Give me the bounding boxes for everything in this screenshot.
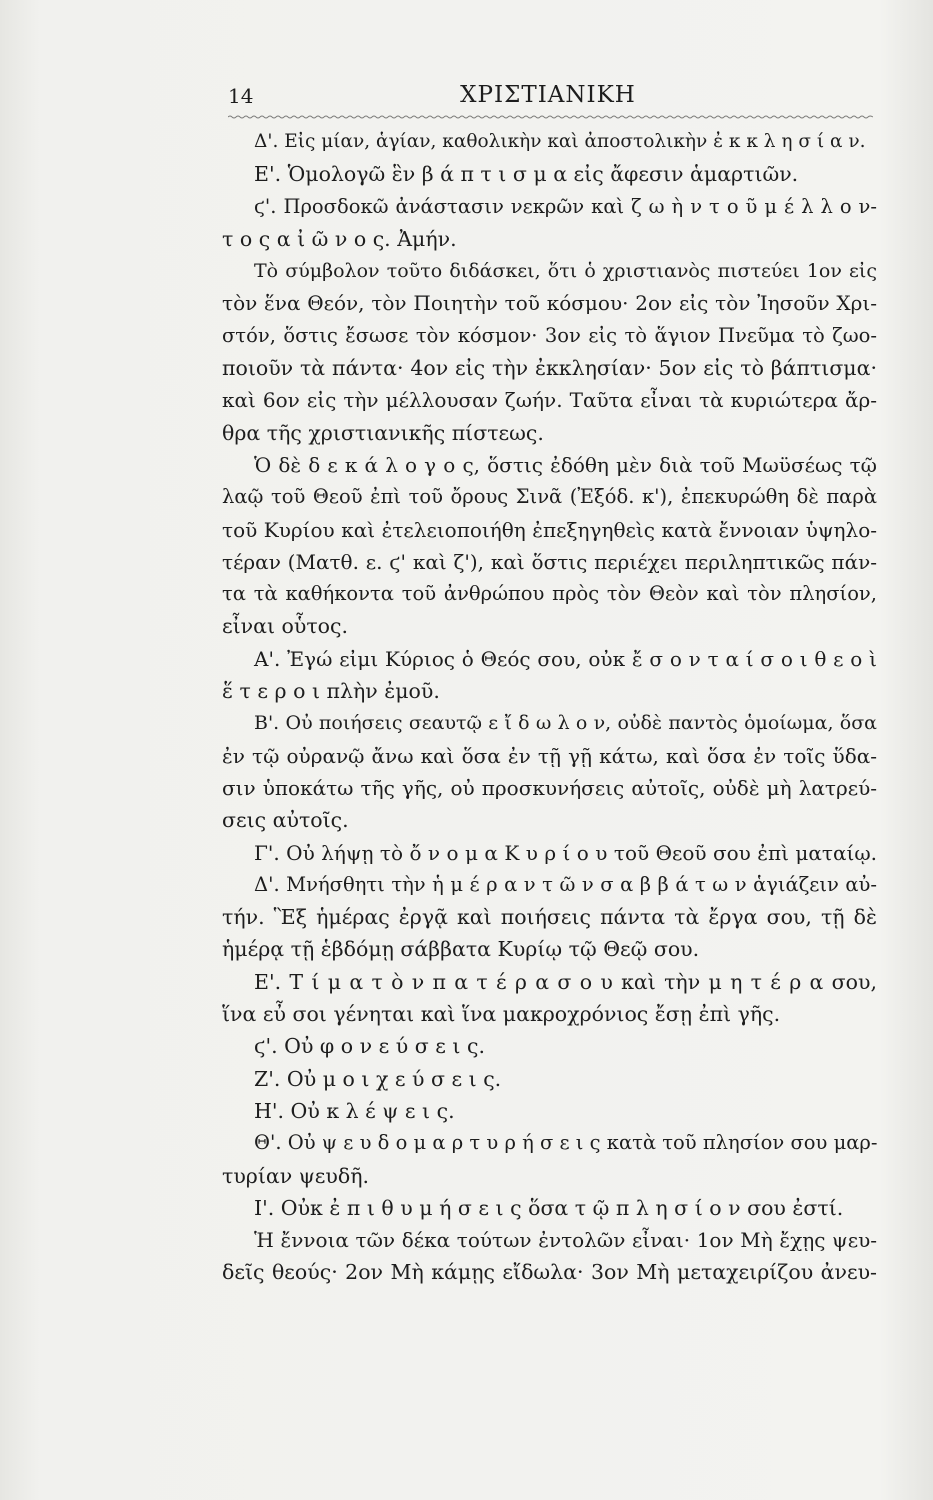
text-line: Ἡ ἔννοια τῶν δέκα τούτων ἐντολῶν εἶναι· 1ον Μὴ ἔχῃς ψευ- [254,1228,877,1253]
text-line: ἡμέρᾳ τῇ ἑβδόμῃ σάββατα Κυρίῳ τῷ Θεῷ σου. [222,937,700,962]
text-line: ϛ'. Προσδοκῶ ἀνάστασιν νεκρῶν καὶ ζ ω ὴ ν τ ο ῦ μ έ λ λ ο ν- [254,194,877,218]
text-line: λαῷ τοῦ Θεοῦ ἐπὶ τοῦ ὄρους Σινᾶ (Ἐξόδ. κ'), ἐπεκυρώθη δὲ παρὰ [222,485,877,509]
text-line: Ι'. Οὐκ ἐ π ι θ υ μ ή σ ε ι ς ὅσα τ ῷ π λ η σ ί ο ν σου ἐστί. [254,1195,844,1220]
text-line: καὶ 6ον εἰς τὴν μέλλουσαν ζωήν. Ταῦτα εἶναι τὰ κυριώτερα ἄρ- [222,388,877,413]
text-line: Γ'. Οὐ λήψῃ τὸ ὄ ν ο μ α Κ υ ρ ί ο υ τοῦ Θεοῦ σου ἐπὶ ματαίῳ. [254,840,877,865]
text-line: στόν, ὅστις ἔσωσε τὸν κόσμον· 3ον εἰς τὸ ἅγιον Πνεῦμα τὸ ζωο- [222,323,877,347]
page-header [228,78,868,118]
text-line: τήν. Ἓξ ἡμέρας ἐργᾷ καὶ ποιήσεις πάντα τὰ ἔργα σου, τῇ δὲ [222,905,877,930]
text-line: Ε'. Ὁμολογῶ ἓν β ά π τ ι σ μ α εἰς ἄφεσιν ἁμαρτιῶν. [254,162,799,187]
text-line: τὸν ἕνα Θεόν, τὸν Ποιητὴν τοῦ κόσμου· 2ον εἰς τὸν Ἰησοῦν Χρι- [222,291,877,316]
text-line: Η'. Οὐ κ λ έ ψ ε ι ς. [254,1098,455,1123]
text-line: Δ'. Εἰς μίαν, ἁγίαν, καθολικὴν καὶ ἀποστολικὴν ἐ κ κ λ η σ ί α ν. [254,131,866,152]
header-wavy-rule [228,114,873,120]
text-line: τοῦ Κυρίου καὶ ἐτελειοποιήθη ἐπεξηγηθεὶς κατὰ ἔννοιαν ὑψηλο- [222,517,877,542]
running-title: ΧΡΙΣΤΙΑΝΙΚΗ [460,82,636,108]
text-line: ἕ τ ε ρ ο ι πλὴν ἐμοῦ. [222,679,440,704]
text-line: Β'. Οὐ ποιήσεις σεαυτῷ ε ἴ δ ω λ ο ν, οὐδὲ παντὸς ὁμοίωμα, ὅσα [254,712,877,735]
body-text [222,126,877,1289]
text-line: Α'. Ἐγώ εἰμι Κύριος ὁ Θεός σου, οὐκ ἔ σ ο ν τ α ί σ ο ι θ ε ο ὶ [254,646,877,671]
text-line: Ε'. Τ ί μ α τ ὸ ν π α τ έ ρ α σ ο υ καὶ τὴν μ η τ έ ρ α σου, [254,969,877,994]
text-line: τ ο ς α ἰ ῶ ν ο ς. Ἀμήν. [222,226,457,251]
page-number: 14 [228,84,254,108]
text-line: σιν ὑποκάτω τῆς γῆς, οὐ προσκυνήσεις αὐτοῖς, οὐδὲ μὴ λατρεύ- [222,775,877,800]
text-line: ϛ'. Οὐ φ ο ν ε ύ σ ε ι ς. [254,1034,485,1059]
text-line: ἐν τῷ οὐρανῷ ἄνω καὶ ὅσα ἐν τῇ γῇ κάτω, καὶ ὅσα ἐν τοῖς ὕδα- [222,743,877,768]
text-line: Ὁ δὲ δ ε κ ά λ ο γ ο ς, ὅστις ἐδόθη μὲν διὰ τοῦ Μωϋσέως τῷ [254,452,877,477]
text-line: Δ'. Μνήσθητι τὴν ἡ μ έ ρ α ν τ ῶ ν σ α β β ά τ ω ν ἁγιάζειν αὐ- [254,872,877,896]
text-line: θρα τῆς χριστιανικῆς πίστεως. [222,420,544,445]
text-line: εἶναι οὗτος. [222,614,349,639]
text-line: Θ'. Οὐ ψ ε υ δ ο μ α ρ τ υ ρ ή σ ε ι ς κατὰ τοῦ πλησίον σου μαρ- [254,1131,878,1155]
text-line: τέραν (Ματθ. ε. ϛ' καὶ ζ'), καὶ ὅστις περιέχει περιληπτικῶς πάν- [222,549,877,574]
text-line: Ζ'. Οὐ μ ο ι χ ε ύ σ ε ι ς. [254,1066,502,1091]
text-line: Τὸ σύμβολον τοῦτο διδάσκει, ὅτι ὁ χριστιανὸς πιστεύει 1ον εἰς [254,260,877,283]
text-line: ἵνα εὖ σοι γένηται καὶ ἵνα μακροχρόνιος ἔσῃ ἐπὶ γῆς. [222,1002,781,1027]
text-line: σεις αὐτοῖς. [222,808,349,833]
text-line: ποιοῦν τὰ πάντα· 4ον εἰς τὴν ἐκκλησίαν· 5ον εἰς τὸ βάπτισμα· [222,356,877,381]
text-line: τυρίαν ψευδῆ. [222,1163,370,1188]
text-line: δεῖς θεούς· 2ον Μὴ κάμῃς εἴδωλα· 3ον Μὴ μεταχειρίζου ἀνευ- [222,1260,877,1285]
text-line: τα τὰ καθήκοντα τοῦ ἀνθρώπου πρὸς τὸν Θεὸν καὶ τὸν πλησίον, [222,582,877,606]
